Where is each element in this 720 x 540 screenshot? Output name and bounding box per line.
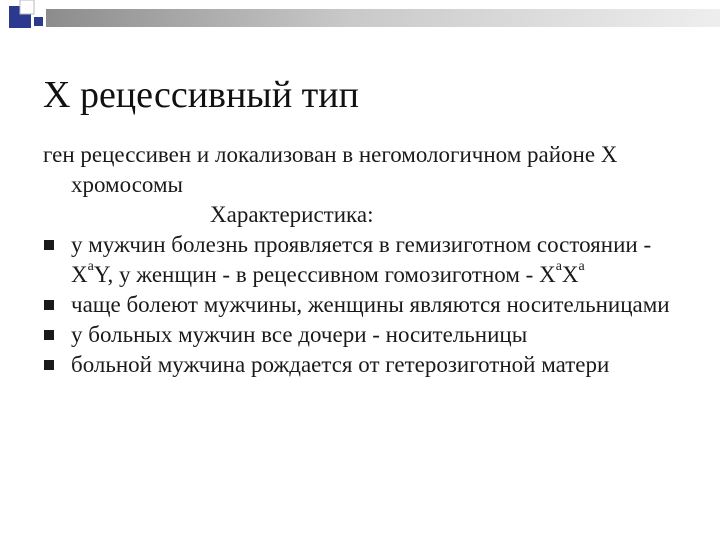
intro-paragraph: ген рецессивен и локализован в негомологичном районе Х хромосомы [43, 142, 618, 197]
subheading: Характеристика: [210, 202, 374, 227]
bullet-text-part: Y, у женщин - в рецессивном гомозиготном - Х [93, 262, 556, 287]
superscript-allele: а [87, 259, 94, 275]
bullet-text: больной мужчина рождается от гетерозиготной матери [71, 352, 610, 377]
header-decoration [0, 0, 720, 40]
header-square-small [34, 17, 43, 26]
superscript-allele: а [555, 259, 562, 275]
filled-square-bullet-icon [44, 330, 54, 340]
bullet-list [43, 230, 693, 380]
list-item [43, 290, 693, 320]
header-gradient-bar [46, 9, 720, 27]
slide-body [43, 140, 693, 380]
filled-square-bullet-icon [44, 300, 54, 310]
bullet-text-part: Х [561, 262, 579, 287]
header-square-light [20, 0, 34, 14]
bullet-text: у больных мужчин все дочери - носительницы [71, 322, 528, 347]
filled-square-bullet-icon [44, 240, 54, 250]
list-item [43, 350, 693, 380]
superscript-allele: а [578, 259, 585, 275]
list-item [43, 230, 693, 290]
slide-title: X рецессивный тип [43, 74, 359, 116]
list-item [43, 320, 693, 350]
bullet-text-part: у мужчин болезнь проявляется в гемизиготном состоянии - Х [71, 232, 652, 287]
bullet-text: чаще болеют мужчины, женщины являются носительницами [71, 292, 670, 317]
filled-square-bullet-icon [44, 360, 54, 370]
